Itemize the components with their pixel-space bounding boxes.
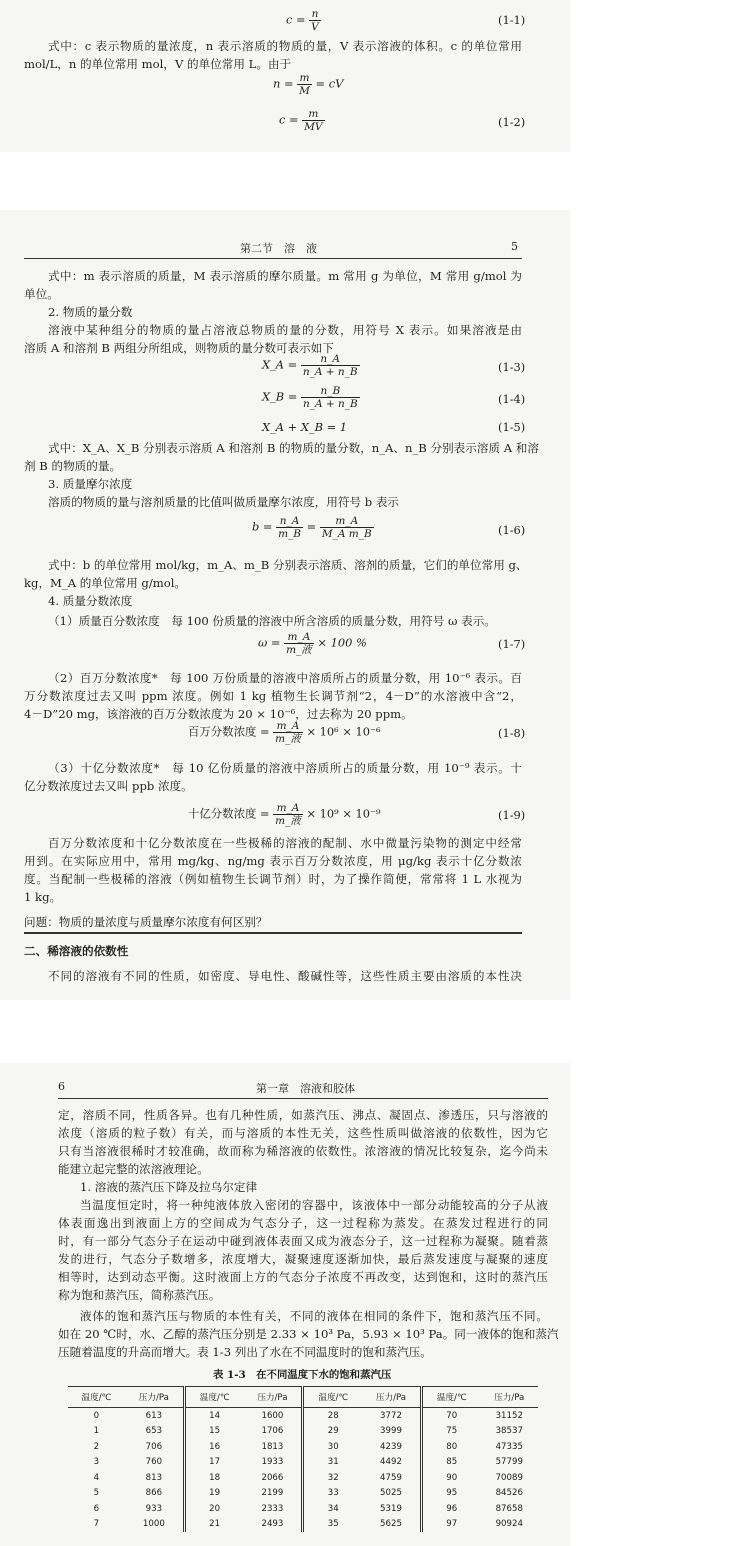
table-cell: 38537 — [495, 1426, 523, 1437]
table-cell: 2066 — [261, 1472, 284, 1483]
question-rule — [24, 932, 522, 934]
table-cell: 1600 — [261, 1410, 284, 1421]
table-row — [68, 1517, 538, 1533]
paragraph-line: 溶质 A 和溶剂 B 两组分所组成，则物质的量分数可表示如下 — [24, 341, 334, 355]
table-cell: 33 — [303, 1486, 362, 1502]
equation-1-8: 百万分数浓度 = $\frac{m\_A}{\text{m\_液}}$ × 10⁶ × 10⁻⁶ — [188, 720, 381, 745]
table-cell: 30 — [303, 1439, 362, 1455]
table-row — [68, 1424, 538, 1440]
table-cell: 653 — [145, 1426, 163, 1437]
table-cell: 14 — [184, 1408, 243, 1424]
table-header-cell: 温度/℃ — [422, 1387, 481, 1408]
paragraph-line: 用到。在实际应用中，常用 mg/kg、ng/mg 表示百万分数浓度，用 μg/kg 表示十亿分数浓 — [24, 854, 522, 868]
equation-number: (1-5) — [498, 420, 526, 434]
paragraph-line: 压随着温度的升高而增大。表 1-3 列出了水在不同温度时的饱和蒸汽压。 — [58, 1345, 432, 1359]
table-cell: 21 — [184, 1517, 243, 1533]
paragraph-line: 体表面逸出到液面上方的空间成为气态分子，这一过程称为蒸发。在蒸发过程进行的同 — [58, 1216, 548, 1230]
paragraph-line: 度。当配制一些极稀的溶液（例如植物生长调节剂）时，为了操作简便，常常将 1 L 水视为 — [24, 872, 522, 886]
question-box: 问题：物质的量浓度与质量摩尔浓度有何区别？ — [24, 915, 268, 929]
page-fragment-5 — [0, 210, 570, 1000]
paragraph-line: 定，溶质不同，性质各异。也有几种性质，如蒸汽压、沸点、凝固点、渗透压，只与溶液的 — [58, 1108, 548, 1122]
table-header-cell: 温度/℃ — [184, 1387, 243, 1408]
table-cell: 933 — [145, 1503, 163, 1514]
equation-1-6: b = $\frac{n\_A}{m\_B}$ = $\frac{m\_A}{\text{M\_A m\_B}}$ — [252, 515, 372, 540]
table-cell: 31152 — [495, 1410, 523, 1421]
paragraph-line: 液体的饱和蒸汽压与物质的本性有关，不同的液体在相同的条件下，饱和蒸汽压不同。 — [80, 1309, 548, 1323]
table-cell: 3999 — [380, 1426, 402, 1437]
header-rule — [58, 1098, 548, 1099]
paragraph-line: 溶液中某种组分的物质的量占溶液总物质的量的分数，用符号 X 表示。如果溶液是由 — [48, 323, 522, 337]
paragraph-line: mol/L，n 的单位常用 mol，V 的单位常用 L。由于 — [24, 57, 292, 71]
table-cell: 4239 — [380, 1441, 402, 1452]
equation-1-1: c = $\frac{n}{V}$ — [286, 8, 319, 33]
table-header-cell: 温度/℃ — [68, 1387, 125, 1408]
table-row — [68, 1408, 538, 1424]
paragraph-line: 能建立起完整的浓溶液理论。 — [58, 1162, 209, 1176]
table-cell: 5 — [93, 1488, 100, 1499]
paragraph-line: （3）十亿分数浓度* 每 10 亿份质量的溶液中溶质所占的质量分数，用 10⁻⁹ 表示。十 — [48, 761, 522, 775]
table-cell: 4492 — [380, 1457, 402, 1468]
equation-number: (1-3) — [498, 360, 526, 374]
equation-number: (1-2) — [498, 115, 526, 129]
table-cell: 85 — [422, 1455, 481, 1471]
table-cell: 0 — [93, 1410, 100, 1421]
table-cell: 18 — [184, 1470, 243, 1486]
table-row — [68, 1455, 538, 1471]
table-cell: 1813 — [261, 1441, 284, 1452]
equation-1-2: c = $\frac{m}{MV}$ — [279, 108, 323, 133]
paragraph-line: 亿分数浓度过去又叫 ppb 浓度。 — [24, 779, 193, 793]
table-cell: 96 — [422, 1501, 481, 1517]
page-number: 5 — [511, 240, 518, 253]
table-cell: 80 — [422, 1439, 481, 1455]
equation-1-9: 十亿分数浓度 = $\frac{m\_A}{\text{m\_液}}$ × 10⁹ × 10⁻⁹ — [188, 802, 381, 827]
paragraph-line: 不同的溶液有不同的性质，如密度、导电性、酸碱性等，这些性质主要由溶质的本性决 — [48, 969, 522, 983]
vapor-pressure-table — [68, 1386, 538, 1532]
table-cell: 90924 — [495, 1519, 523, 1530]
table-cell: 97 — [422, 1517, 481, 1533]
table-cell: 760 — [145, 1457, 163, 1468]
table-cell: 2333 — [261, 1503, 284, 1514]
table-cell: 5025 — [380, 1488, 402, 1499]
table-cell: 19 — [184, 1486, 243, 1502]
table-cell: 4 — [93, 1472, 100, 1483]
table-caption: 表 1-3 在不同温度下水的饱和蒸汽压 — [213, 1369, 392, 1381]
subheading: 3. 质量摩尔浓度 — [48, 477, 133, 491]
paragraph-line: （1）质量百分数浓度 每 100 份质量的溶液中所含溶质的质量分数，用符号 ω 表示。 — [48, 614, 496, 628]
table-cell: 866 — [145, 1488, 163, 1499]
equation-number: (1-8) — [498, 726, 526, 740]
paragraph-line: （2）百万分数浓度* 每 100 万份质量的溶液中溶质所占的质量分数，用 10⁻⁶ 表示。百 — [48, 671, 522, 685]
equation-number: (1-9) — [498, 808, 526, 822]
table-cell: 1000 — [142, 1519, 165, 1530]
table-cell: 15 — [184, 1424, 243, 1440]
table-cell: 1 — [93, 1426, 100, 1437]
equation-number: (1-4) — [498, 392, 526, 406]
table-cell: 4759 — [380, 1472, 402, 1483]
table-cell: 17 — [184, 1455, 243, 1471]
table-cell: 5319 — [380, 1503, 402, 1514]
table-cell: 1706 — [261, 1426, 284, 1437]
equation-1-5: X_A + X_B = 1 — [262, 420, 348, 434]
paragraph-line: 称为饱和蒸汽压，简称蒸汽压。 — [58, 1288, 221, 1302]
equation-1-4: X_B = $\frac{n\_B}{n\_A + n\_B}$ — [262, 385, 358, 410]
running-header: 第一章 溶液和胶体 — [256, 1082, 355, 1095]
paragraph-line: 溶质的物质的量与溶剂质量的比值叫做质量摩尔浓度，用符号 b 表示 — [48, 495, 400, 509]
header-rule — [24, 258, 522, 259]
equation-n: n = $\frac{m}{M}$ = cV — [273, 72, 344, 97]
paragraph-line: 时，有一部分气态分子在运动中碰到液体表面又成为液态分子，这一过程称为凝聚。随着蒸 — [58, 1234, 548, 1248]
table-cell: 70 — [422, 1408, 481, 1424]
table-cell: 1933 — [261, 1457, 284, 1468]
table-header-cell: 温度/℃ — [303, 1387, 362, 1408]
equation-1-3: X_A = $\frac{n\_A}{n\_A + n\_B}$ — [262, 353, 358, 378]
table-cell: 706 — [145, 1441, 163, 1452]
table-row — [68, 1439, 538, 1455]
subheading: 4. 质量分数浓度 — [48, 594, 133, 608]
page-fragment-6 — [0, 1063, 570, 1546]
table-cell: 2199 — [261, 1488, 284, 1499]
table-cell: 70089 — [495, 1472, 523, 1483]
table-cell: 32 — [303, 1470, 362, 1486]
paragraph-line: 万分数浓度过去又叫 ppm 浓度。例如 1 kg 植物生长调节剂“2，4－D”的水溶液中含“2， — [24, 689, 522, 703]
table-row — [68, 1470, 538, 1486]
table-cell: 34 — [303, 1501, 362, 1517]
table-cell: 29 — [303, 1424, 362, 1440]
page-fragment-top — [0, 0, 570, 152]
paragraph-line: kg，M_A 的单位常用 g/mol。 — [24, 576, 187, 590]
table-header-cell: 压力/Pa — [362, 1387, 422, 1408]
subheading: 2. 物质的量分数 — [48, 305, 133, 319]
subheading: 1. 溶液的蒸汽压下降及拉乌尔定律 — [80, 1180, 258, 1194]
table-header-cell: 压力/Pa — [125, 1387, 185, 1408]
table-cell: 2493 — [261, 1519, 284, 1530]
table-cell: 5625 — [380, 1519, 402, 1530]
paragraph-line: 式中：b 的单位常用 mol/kg，m_A、m_B 分别表示溶质、溶剂的质量，它们的单位常用 g、 — [48, 558, 528, 572]
paragraph-line: 当温度恒定时，将一种纯液体放入密闭的容器中，该液体中一部分动能较高的分子从液 — [80, 1198, 548, 1212]
table-header-cell: 压力/Pa — [481, 1387, 538, 1408]
page-number: 6 — [58, 1080, 65, 1093]
paragraph-line: 如在 20 ℃时，水、乙醇的蒸汽压分别是 2.33 × 10³ Pa，5.93 × 10³ Pa。同一液体的饱和蒸汽 — [58, 1327, 559, 1341]
table-cell: 16 — [184, 1439, 243, 1455]
paragraph-line: 发的进行，气态分子数增多，浓度增大，凝聚速度逐渐加快，最后蒸发速度与凝聚的速度 — [58, 1252, 548, 1266]
section-heading: 二、稀溶液的依数性 — [24, 944, 129, 958]
table-cell: 87658 — [495, 1503, 523, 1514]
table-cell: 84526 — [495, 1488, 523, 1499]
table-cell: 95 — [422, 1486, 481, 1502]
paragraph-line: 4－D”20 mg，该溶液的百万分数浓度为 20 × 10⁻⁶，过去称为 20 ppm。 — [24, 707, 413, 721]
table-cell: 3 — [93, 1457, 100, 1468]
table-header-row — [68, 1387, 538, 1408]
table-cell: 57799 — [495, 1457, 523, 1468]
table-cell: 35 — [303, 1517, 362, 1533]
paragraph-line: 式中：m 表示溶质的质量，M 表示溶质的摩尔质量。m 常用 g 为单位，M 常用 g/mol 为 — [48, 269, 522, 283]
equation-number: (1-6) — [498, 523, 526, 537]
table-row — [68, 1486, 538, 1502]
running-header: 第二节 溶 液 — [240, 242, 317, 255]
paragraph-line: 相等时，达到动态平衡。这时液面上方的气态分子浓度不再改变，达到饱和，这时的蒸汽压 — [58, 1270, 548, 1284]
paragraph-line: 1 kg。 — [24, 890, 62, 904]
table-header-cell: 压力/Pa — [243, 1387, 303, 1408]
table-cell: 31 — [303, 1455, 362, 1471]
paragraph-line: 百万分数浓度和十亿分数浓度在一些极稀的溶液的配制、水中微量污染物的测定中经常 — [48, 836, 522, 850]
paragraph-line: 剂 B 的物质的量。 — [24, 459, 122, 473]
paragraph-line: 浓度（溶质的粒子数）有关，而与溶质的本性无关，这些性质叫做溶液的依数性，因为它 — [58, 1126, 548, 1140]
table-cell: 6 — [93, 1503, 100, 1514]
table-cell: 90 — [422, 1470, 481, 1486]
table-cell: 2 — [93, 1441, 100, 1452]
equation-number: (1-1) — [498, 13, 526, 27]
table-cell: 20 — [184, 1501, 243, 1517]
paragraph-line: 只有当溶液很稀时才较准确，故而称为稀溶液的依数性。浓溶液的情况比较复杂，迄今尚未 — [58, 1144, 548, 1158]
equation-1-7: ω = $\frac{m\_A}{\text{m\_液}}$ × 100 % — [258, 631, 367, 656]
paragraph-line: 单位。 — [24, 287, 59, 301]
table-cell: 47335 — [495, 1441, 523, 1452]
table-cell: 3772 — [380, 1410, 402, 1421]
equation-number: (1-7) — [498, 637, 526, 651]
paragraph-line: 式中：X_A、X_B 分别表示溶质 A 和溶剂 B 的物质的量分数，n_A、n_B 分别表示溶质 A 和溶 — [48, 441, 539, 455]
table-cell: 613 — [145, 1410, 163, 1421]
table-cell: 7 — [93, 1519, 100, 1530]
paragraph-line: 式中：c 表示物质的量浓度，n 表示溶质的物质的量，V 表示溶液的体积。c 的单位常用 — [48, 39, 522, 53]
table-cell: 75 — [422, 1424, 481, 1440]
table-cell: 813 — [145, 1472, 163, 1483]
table-row — [68, 1501, 538, 1517]
table-cell: 28 — [303, 1408, 362, 1424]
